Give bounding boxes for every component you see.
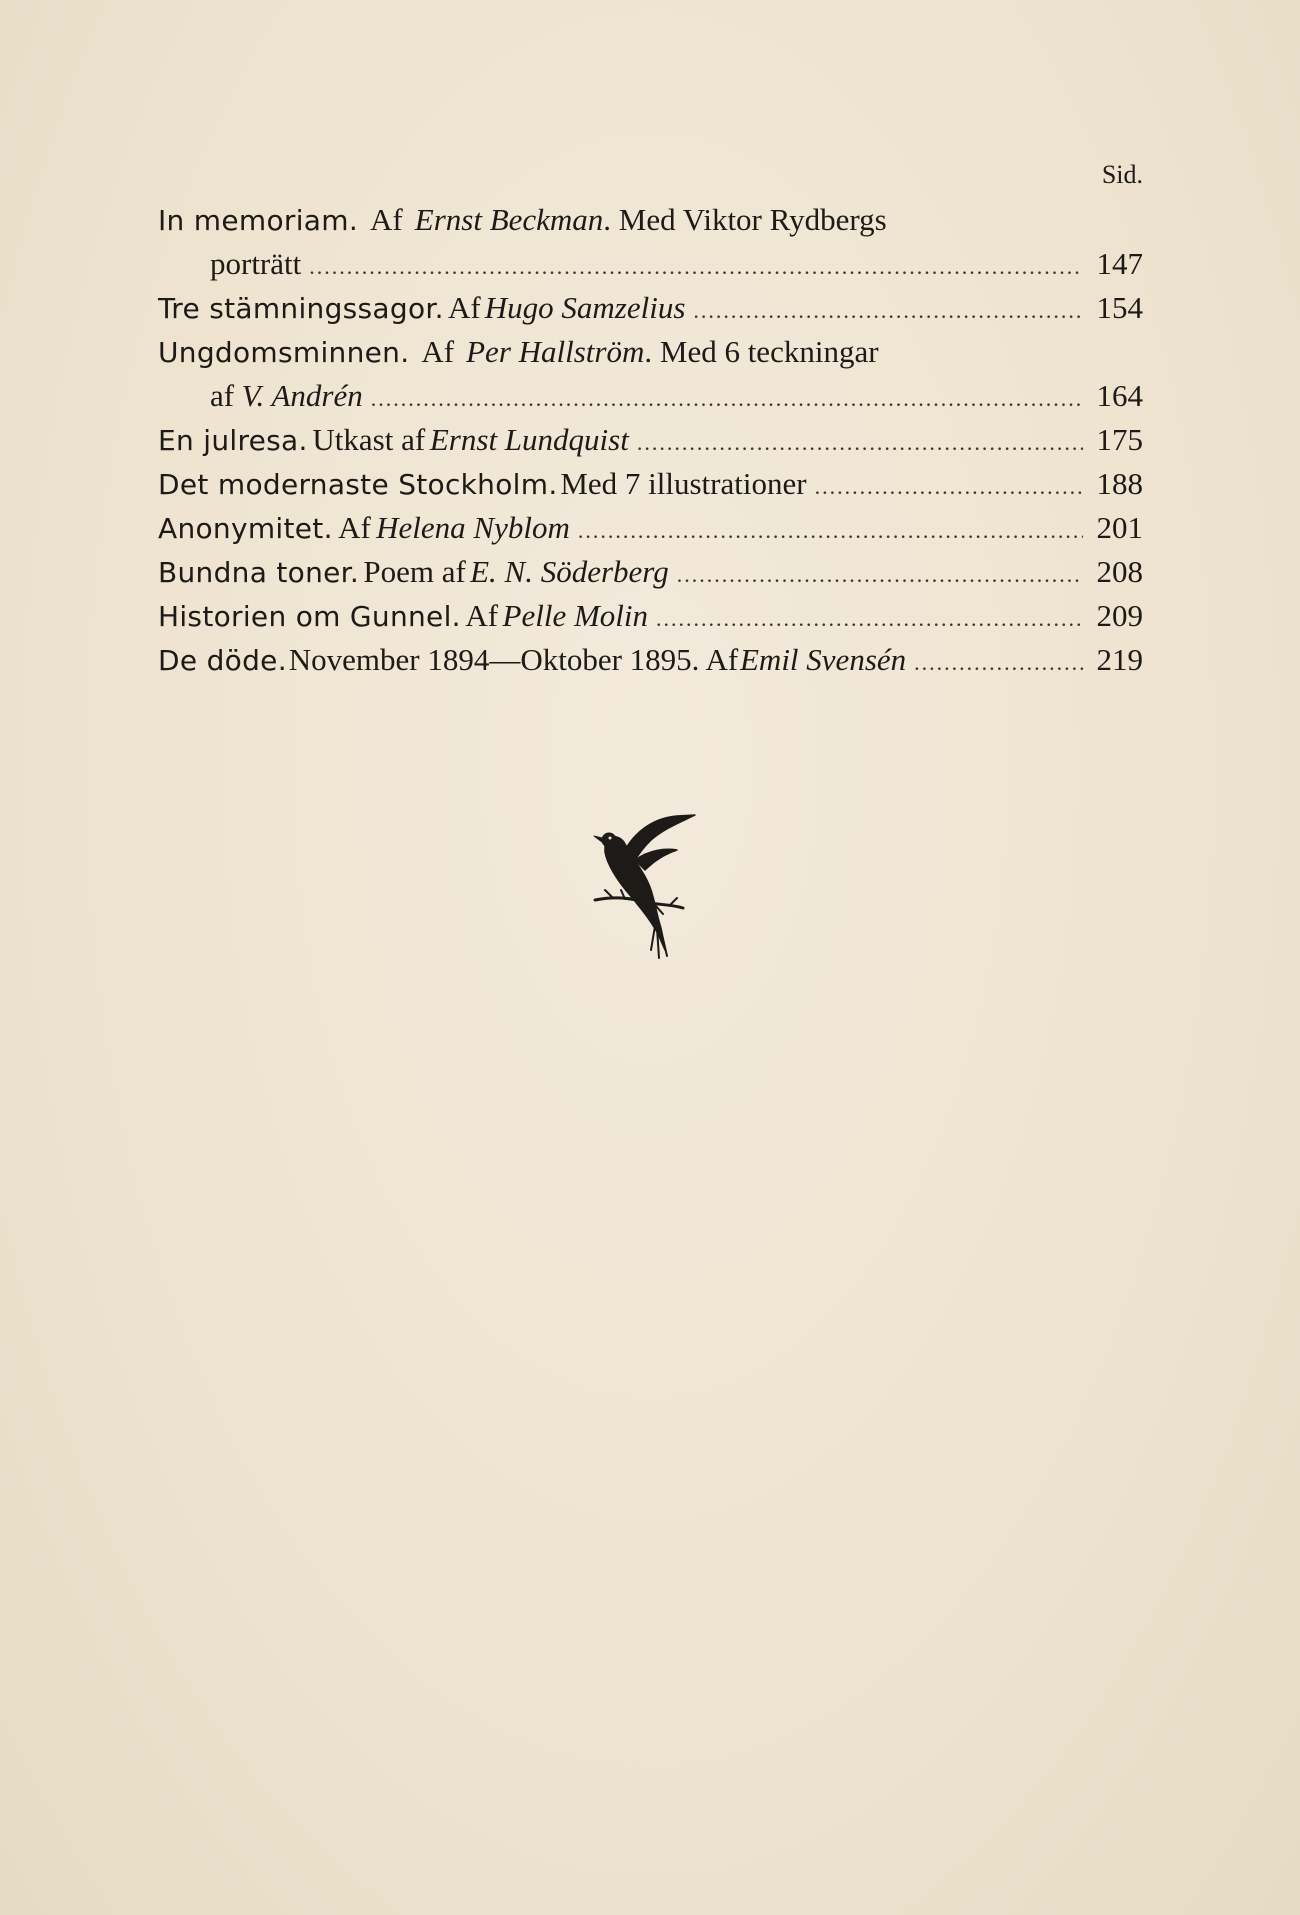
toc-entries xyxy=(158,198,1143,682)
entry-prefix: Af xyxy=(338,510,371,545)
toc-entry-continuation xyxy=(158,374,1143,418)
toc-entry xyxy=(158,198,1143,242)
entry-prefix: Af xyxy=(447,290,481,325)
toc-entry xyxy=(158,286,1143,330)
entry-title: Historien om Gunnel. xyxy=(158,600,461,633)
entry-prefix: Utkast af xyxy=(312,422,426,457)
dot-leader xyxy=(693,289,1082,333)
entry-title: In memoriam. xyxy=(158,204,359,237)
dot-leader xyxy=(637,421,1083,465)
toc-entry xyxy=(158,330,1143,374)
entry-title: Ungdomsminnen. xyxy=(158,336,410,369)
entry-page: 147 xyxy=(1096,246,1143,281)
page-column-label: Sid. xyxy=(1101,160,1143,189)
entry-prefix: af xyxy=(210,378,235,413)
toc-entry xyxy=(158,638,1143,682)
entry-title: Tre stämningssagor. xyxy=(158,292,444,325)
entry-page: 154 xyxy=(1096,290,1143,325)
dot-leader xyxy=(677,553,1083,597)
entry-page: 219 xyxy=(1096,642,1143,677)
entry-author: V. Andrén xyxy=(241,378,363,413)
entry-prefix: Poem af xyxy=(363,554,466,589)
entry-title: De döde. xyxy=(158,644,287,677)
entry-author: Ernst Lundquist xyxy=(429,422,629,457)
entry-page: 175 xyxy=(1096,422,1143,457)
entry-author: Hugo Samzelius xyxy=(484,290,686,325)
toc-entry xyxy=(158,550,1143,594)
entry-author: Helena Nyblom xyxy=(376,510,570,545)
entry-author: Ernst Beckman xyxy=(414,202,604,237)
dot-leader xyxy=(914,641,1088,685)
entry-author: E. N. Söderberg xyxy=(470,554,669,589)
toc-entry xyxy=(158,418,1143,462)
entry-author: Emil Svensén xyxy=(740,642,907,677)
dot-leader xyxy=(815,465,1083,509)
dot-leader xyxy=(371,377,1083,421)
dot-leader xyxy=(309,245,1082,289)
entry-title: Det modernaste Stockholm. xyxy=(158,468,558,501)
entry-page: 208 xyxy=(1096,554,1143,589)
toc-entry xyxy=(158,462,1143,506)
entry-prefix: Af xyxy=(370,202,403,237)
entry-title: Bundna toner. xyxy=(158,556,360,589)
entry-suffix: . Med Viktor Rydbergs xyxy=(603,202,887,237)
entry-prefix: Af xyxy=(465,598,499,633)
entry-page: 201 xyxy=(1096,510,1143,545)
entry-prefix: Med 7 illustrationer xyxy=(560,466,807,501)
entry-page: 209 xyxy=(1096,598,1143,633)
toc-entry-continuation xyxy=(158,242,1143,286)
bird-on-branch-icon xyxy=(585,810,705,960)
toc-entry xyxy=(158,594,1143,638)
entry-page: 188 xyxy=(1096,466,1143,501)
entry-author: Pelle Molin xyxy=(502,598,649,633)
entry-suffix: . Med 6 teckningar xyxy=(644,334,879,369)
dot-leader xyxy=(578,509,1083,553)
entry-title: Anonymitet. xyxy=(158,512,333,545)
dot-leader xyxy=(656,597,1082,641)
entry-prefix: November 1894—Oktober 1895. Af xyxy=(288,642,739,677)
toc-entry xyxy=(158,506,1143,550)
entry-page: 164 xyxy=(1096,378,1143,413)
entry-title: En julresa. xyxy=(158,424,308,457)
entry-author: Per Hallström xyxy=(466,334,645,369)
entry-continuation-text: porträtt xyxy=(210,246,302,281)
entry-prefix: Af xyxy=(421,334,455,369)
